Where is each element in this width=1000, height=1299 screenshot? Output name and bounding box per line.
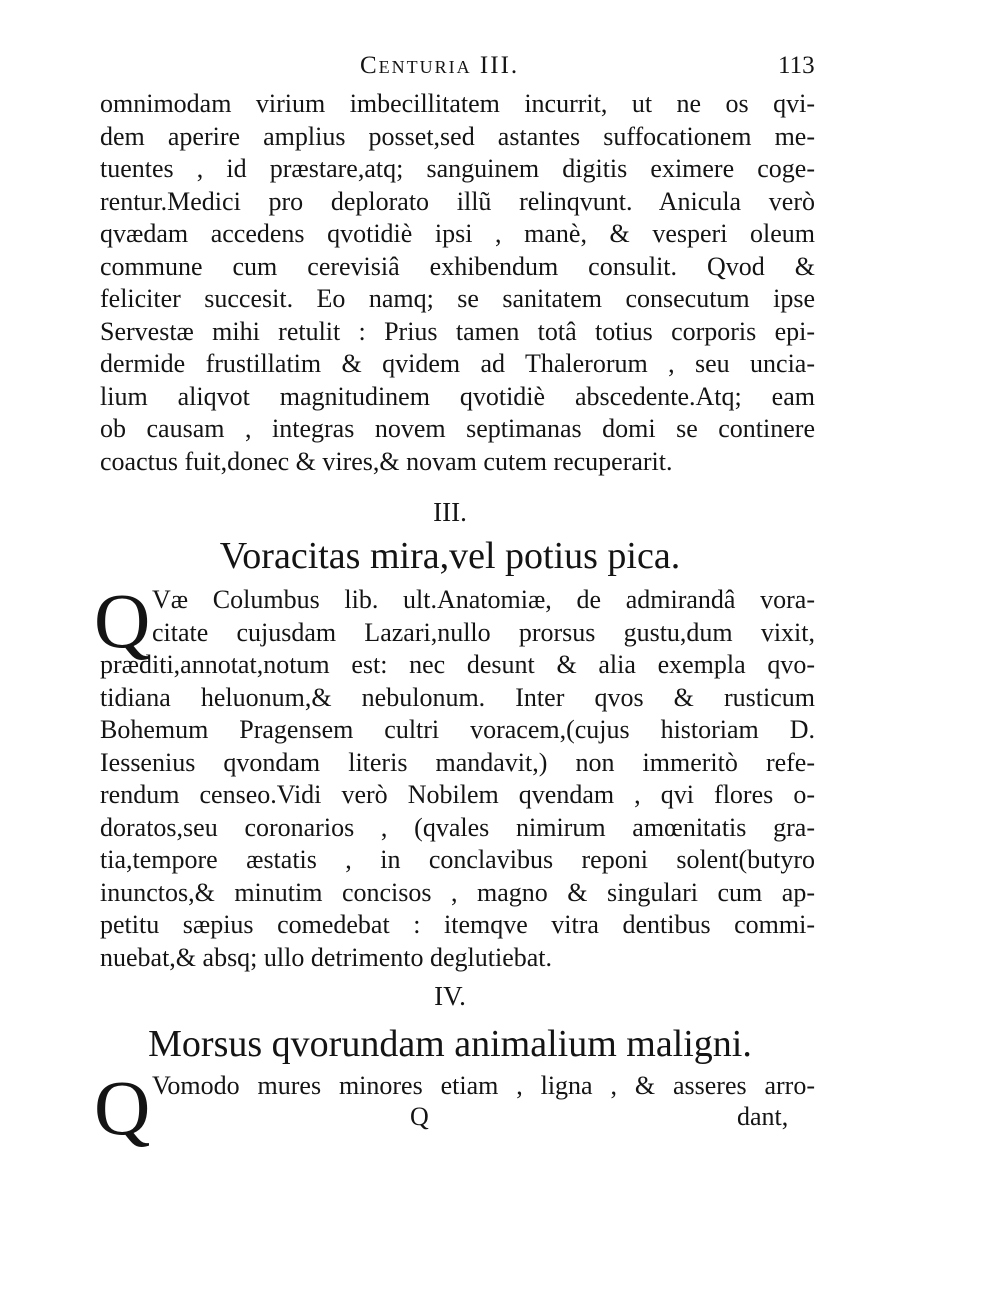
drop-cap-4: Q — [94, 1064, 151, 1151]
section-4-body — [100, 1070, 815, 1103]
section-title-4: Morsus qvorundam animalium maligni. — [148, 1023, 752, 1065]
text-line: citate cujusdam Lazari,nullo prorsus gustu,dum vixit, — [152, 617, 815, 647]
text-line: dermide frustillatim & qvidem ad Thalerorum , seu uncia- — [100, 349, 815, 378]
signature-mark: Q — [410, 1102, 429, 1131]
text-line: ob causam , integras novem septimanas domi se continere — [100, 414, 815, 443]
text-line: Servestæ mihi retulit : Prius tamen totâ totius corporis epi- — [100, 316, 815, 346]
text-line: tia,tempore æstatis , in conclavibus reponi solent(butyro — [100, 845, 815, 874]
section-number-3: III. — [433, 497, 467, 527]
text-line: inunctos,& minutim concisos , magno & singulari cum ap- — [100, 877, 815, 907]
text-line: præditi,annotat,notum est: nec desunt & alia exempla qvo- — [100, 650, 815, 679]
text-line: tuentes , id præstare,atq; sanguinem digitis eximere coge- — [100, 154, 815, 183]
text-line: Bohemum Pragensem cultri voracem,(cujus historiam D. — [100, 715, 815, 744]
text-line: rendum censeo.Vidi verò Nobilem qvendam , qvi flores o- — [100, 780, 815, 809]
text-line: tidiana heluonum,& nebulonum. Inter qvos & rusticum — [100, 682, 815, 712]
text-line: Iessenius qvondam literis mandavit,) non immeritò refe- — [100, 747, 815, 777]
text-line: rentur.Medici pro deplorato illũ relinqvunt. Anicula verò — [100, 186, 815, 216]
text-line: commune cum cerevisiâ exhibendum consulit. Qvod & — [100, 251, 815, 281]
text-line: nuebat,& absq; ullo detrimento deglutiebat. — [100, 942, 553, 972]
section-number-4: IV. — [434, 981, 466, 1011]
section-3-body — [100, 584, 815, 974]
text-line: coactus fuit,donec & vires,& novam cutem recuperarit. — [100, 446, 673, 476]
running-head: Centuria III. — [360, 52, 520, 79]
text-line: Vomodo mures minores etiam , ligna , & asseres arro- — [152, 1071, 815, 1100]
text-line: feliciter succesit. Eo namq; se sanitatem consecutum ipse — [100, 284, 815, 313]
text-line: lium aliqvot magnitudinem qvotidiè abscedente.Atq; eam — [100, 381, 815, 411]
text-line: qvædam accedens qvotidiè ipsi , manè, & vesperi oleum — [100, 219, 815, 248]
text-line: dem aperire amplius posset,sed astantes suffocationem me- — [100, 121, 815, 151]
text-line: Væ Columbus lib. ult.Anatomiæ, de admirandâ vora- — [152, 585, 815, 614]
catchword: dant, — [737, 1102, 789, 1131]
text-line: doratos,seu coronarios , (qvales nimirum amœnitatis gra- — [100, 812, 815, 842]
section-continuation-body — [100, 88, 815, 478]
text-line: petitu sæpius comedebat : itemqve vitra dentibus commi- — [100, 910, 815, 939]
drop-cap-3: Q — [94, 577, 151, 664]
section-title-3: Voracitas mira,vel potius pica. — [219, 535, 681, 577]
page-number: 113 — [778, 52, 815, 79]
text-line: omnimodam virium imbecillitatem incurrit, ut ne os qvi- — [100, 89, 815, 118]
